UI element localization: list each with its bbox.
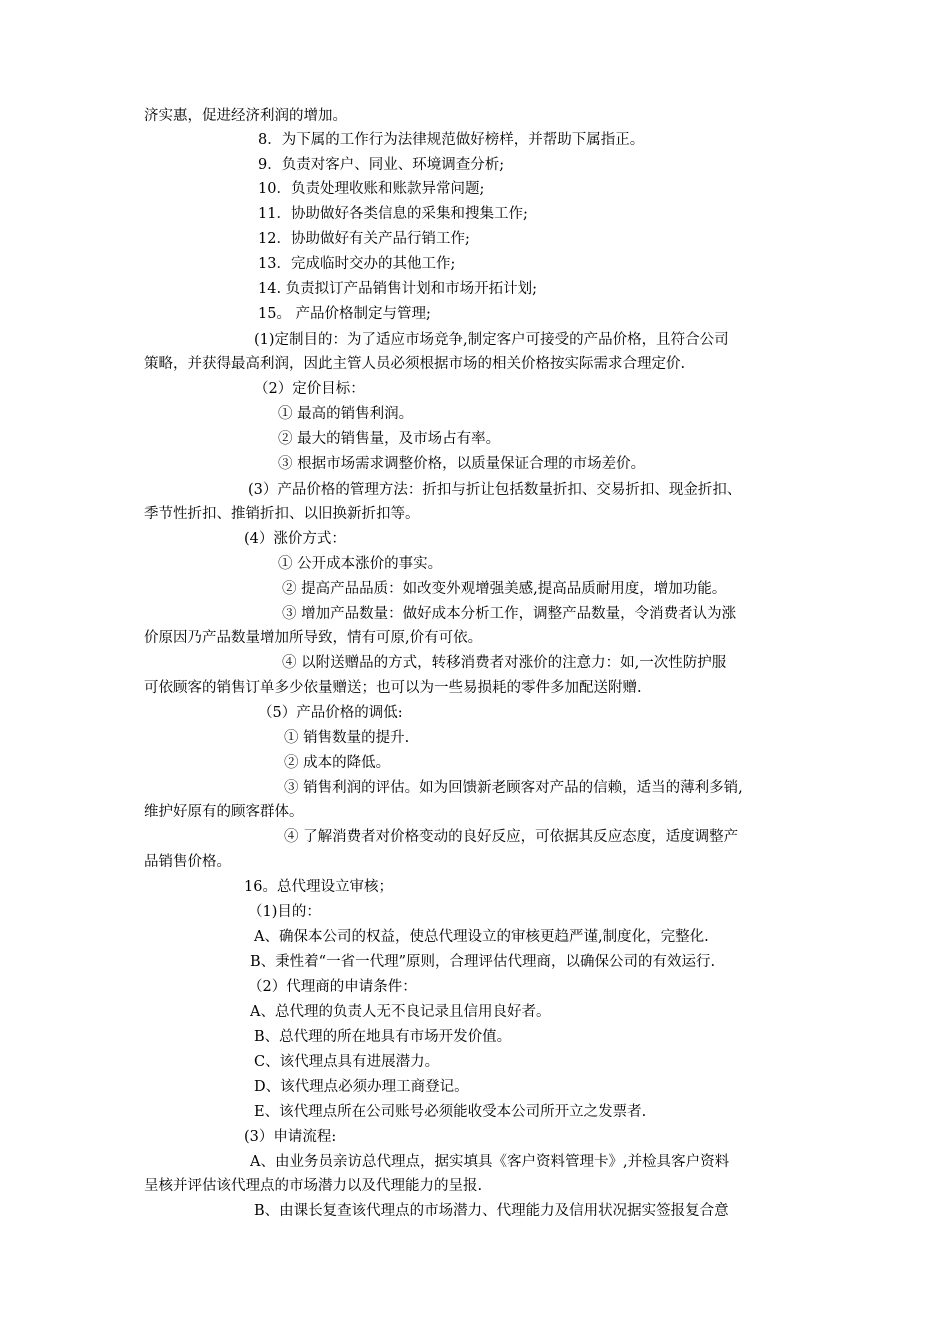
text-line: D、该代理点必须办理工商登记。 — [254, 1079, 469, 1095]
text-line: 16。总代理设立审核； — [244, 879, 393, 895]
text-line: ① 公开成本涨价的事实。 — [278, 556, 443, 572]
text-line: ② 提高产品品质：如改变外观增强美感,提高品质耐用度，增加功能。 — [282, 581, 727, 597]
text-line: （2）代理商的申请条件： — [248, 979, 417, 995]
text-line: ③ 增加产品数量：做好成本分析工作，调整产品数量，令消费者认为涨 — [282, 606, 737, 622]
text-line: 策略，并获得最高利润，因此主管人员必须根据市场的相关价格按实际需求合理定价. — [144, 356, 686, 372]
text-line: 15。 产品价格制定与管理; — [258, 306, 431, 322]
text-line: ④ 了解消费者对价格变动的良好反应，可依据其反应态度，适度调整产 — [284, 829, 739, 845]
text-line: B、由课长复查该代理点的市场潜力、代理能力及信用状况据实签报复合意 — [254, 1203, 729, 1219]
text-line: A、由业务员亲访总代理点，据实填具《客户资料管理卡》,并检具客户资料 — [250, 1154, 730, 1170]
text-line: ② 成本的降低。 — [284, 755, 391, 771]
text-line: ③ 销售利润的评估。如为回馈新老顾客对产品的信赖，适当的薄利多销, — [284, 780, 743, 796]
text-line: (3）申请流程: — [244, 1129, 337, 1145]
text-line: 季节性折扣、推销折扣、以旧换新折扣等。 — [144, 506, 420, 522]
text-line: ③ 根据市场需求调整价格，以质量保证合理的市场差价。 — [278, 456, 646, 472]
text-line: 9．负责对客户、同业、环境调查分析; — [258, 157, 505, 173]
text-line: E、该代理点所在公司账号必须能收受本公司所开立之发票者. — [254, 1104, 647, 1120]
text-line: 济实惠，促进经济利润的增加。 — [144, 108, 347, 124]
text-line: 价原因乃产品数量增加所导致，情有可原,价有可依。 — [144, 630, 483, 646]
text-line: （2）定价目标： — [254, 381, 365, 397]
text-line: 呈核并评估该代理点的市场潜力以及代理能力的呈报. — [144, 1178, 483, 1194]
text-line: (1)定制目的：为了适应市场竞争,制定客户可接受的产品价格，且符合公司 — [254, 332, 729, 348]
text-line: ① 最高的销售利润。 — [278, 406, 414, 422]
text-line: A、确保本公司的权益，使总代理设立的审核更趋严谨,制度化，完整化. — [254, 929, 709, 945]
text-line: 可依顾客的销售订单多少依量赠送；也可以为一些易损耗的零件多加配送附赠. — [144, 680, 642, 696]
text-line: B、总代理的所在地具有市场开发价值。 — [254, 1029, 512, 1045]
text-line: ② 最大的销售量，及市场占有率。 — [278, 431, 501, 447]
text-line: C、该代理点具有进展潜力。 — [254, 1054, 440, 1070]
text-line: 14. 负责拟订产品销售计划和市场开拓计划; — [258, 281, 538, 297]
text-line: （1)目的： — [248, 904, 321, 920]
text-line: (3）产品价格的管理方法：折扣与折让包括数量折扣、交易折扣、现金折扣、 — [248, 482, 742, 498]
text-line: 11．协助做好各类信息的采集和搜集工作; — [258, 206, 528, 222]
text-line: 12．协助做好有关产品行销工作; — [258, 231, 470, 247]
text-line: A、总代理的负责人无不良记录且信用良好者。 — [250, 1004, 551, 1020]
text-line: (4）涨价方式： — [244, 531, 346, 547]
text-line: （5）产品价格的调低: — [258, 705, 403, 721]
text-line: B、秉性着“一省一代理”原则，合理评估代理商，以确保公司的有效运行. — [250, 954, 716, 970]
text-line: 10．负责处理收账和账款异常问题; — [258, 181, 485, 197]
text-line: ④ 以附送赠品的方式，转移消费者对涨价的注意力：如,一次性防护服 — [282, 655, 727, 671]
text-line: 品销售价格。 — [144, 854, 231, 870]
text-line: 维护好原有的顾客群体。 — [144, 804, 304, 820]
text-line: 8．为下属的工作行为法律规范做好榜样，并帮助下属指正。 — [258, 132, 645, 148]
text-line: 13．完成临时交办的其他工作; — [258, 256, 456, 272]
text-line: ① 销售数量的提升. — [284, 730, 410, 746]
